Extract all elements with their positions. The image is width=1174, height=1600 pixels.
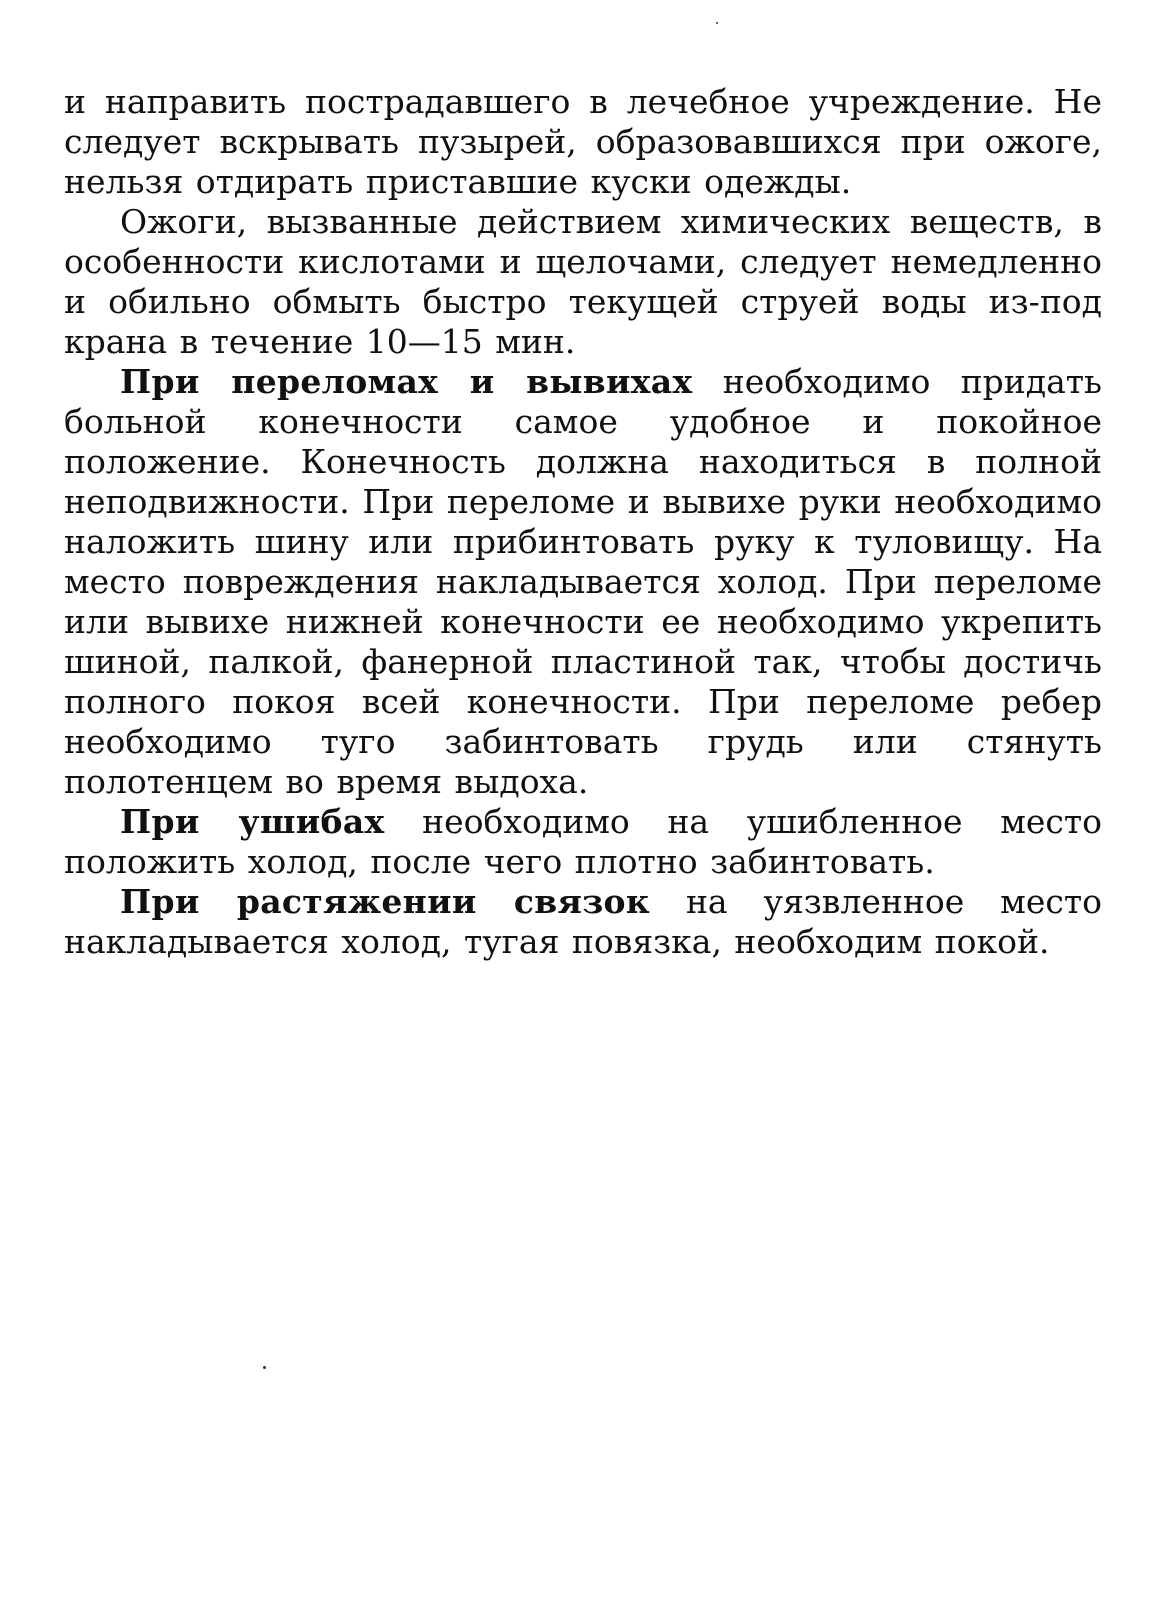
paragraph-bruises — [64, 802, 1102, 882]
paragraph-lead-heading: При переломах и вывихах — [120, 362, 693, 401]
paragraph-lead-heading: При ушибах — [120, 802, 385, 841]
paragraph-sprains — [64, 882, 1102, 962]
paragraph-text: Ожоги, вызванные действием химических веществ, в особенности кислотами и щелочами, следует немедленно и обильно обмыть быстро текущей струей воды из-под крана в течение 10—15 мин. — [64, 202, 1102, 361]
scan-speck — [263, 1366, 266, 1369]
scan-speck — [716, 22, 718, 24]
paragraph-lead-heading: При растяжении связок — [120, 882, 650, 921]
paragraph-burn-first-aid — [64, 82, 1102, 202]
paragraph-chemical-burns — [64, 202, 1102, 362]
paragraph-text: и направить пострадавшего в лечебное учреждение. Не следует вскрывать пузырей, образовавшихся при ожоге, нельзя отдирать приставшие куски одежды. — [64, 82, 1102, 201]
paragraph-text: необходимо придать больной конечности самое удобное и покойное положение. Конечность должна находиться в полной неподвижности. При переломе и вывихе руки необходимо наложить шину или прибинтовать руку к туловищу. На место повреждения накладывается холод. При переломе или вывихе нижней конечности ее необходимо укрепить шиной, палкой, фанерной пластиной так, чтобы достичь полного покоя всей конечности. При переломе ребер необходимо туго забинтовать грудь или стянуть полотенцем во время выдоха. — [64, 362, 1103, 801]
paragraph-text: необходимо на ушибленное место положить холод, после чего плотно забинтовать. — [64, 802, 1102, 881]
document-page — [64, 82, 1102, 962]
paragraph-text: на уязвленное место накладывается холод, тугая повязка, необходим покой. — [64, 882, 1102, 961]
paragraph-fractures — [64, 362, 1102, 802]
